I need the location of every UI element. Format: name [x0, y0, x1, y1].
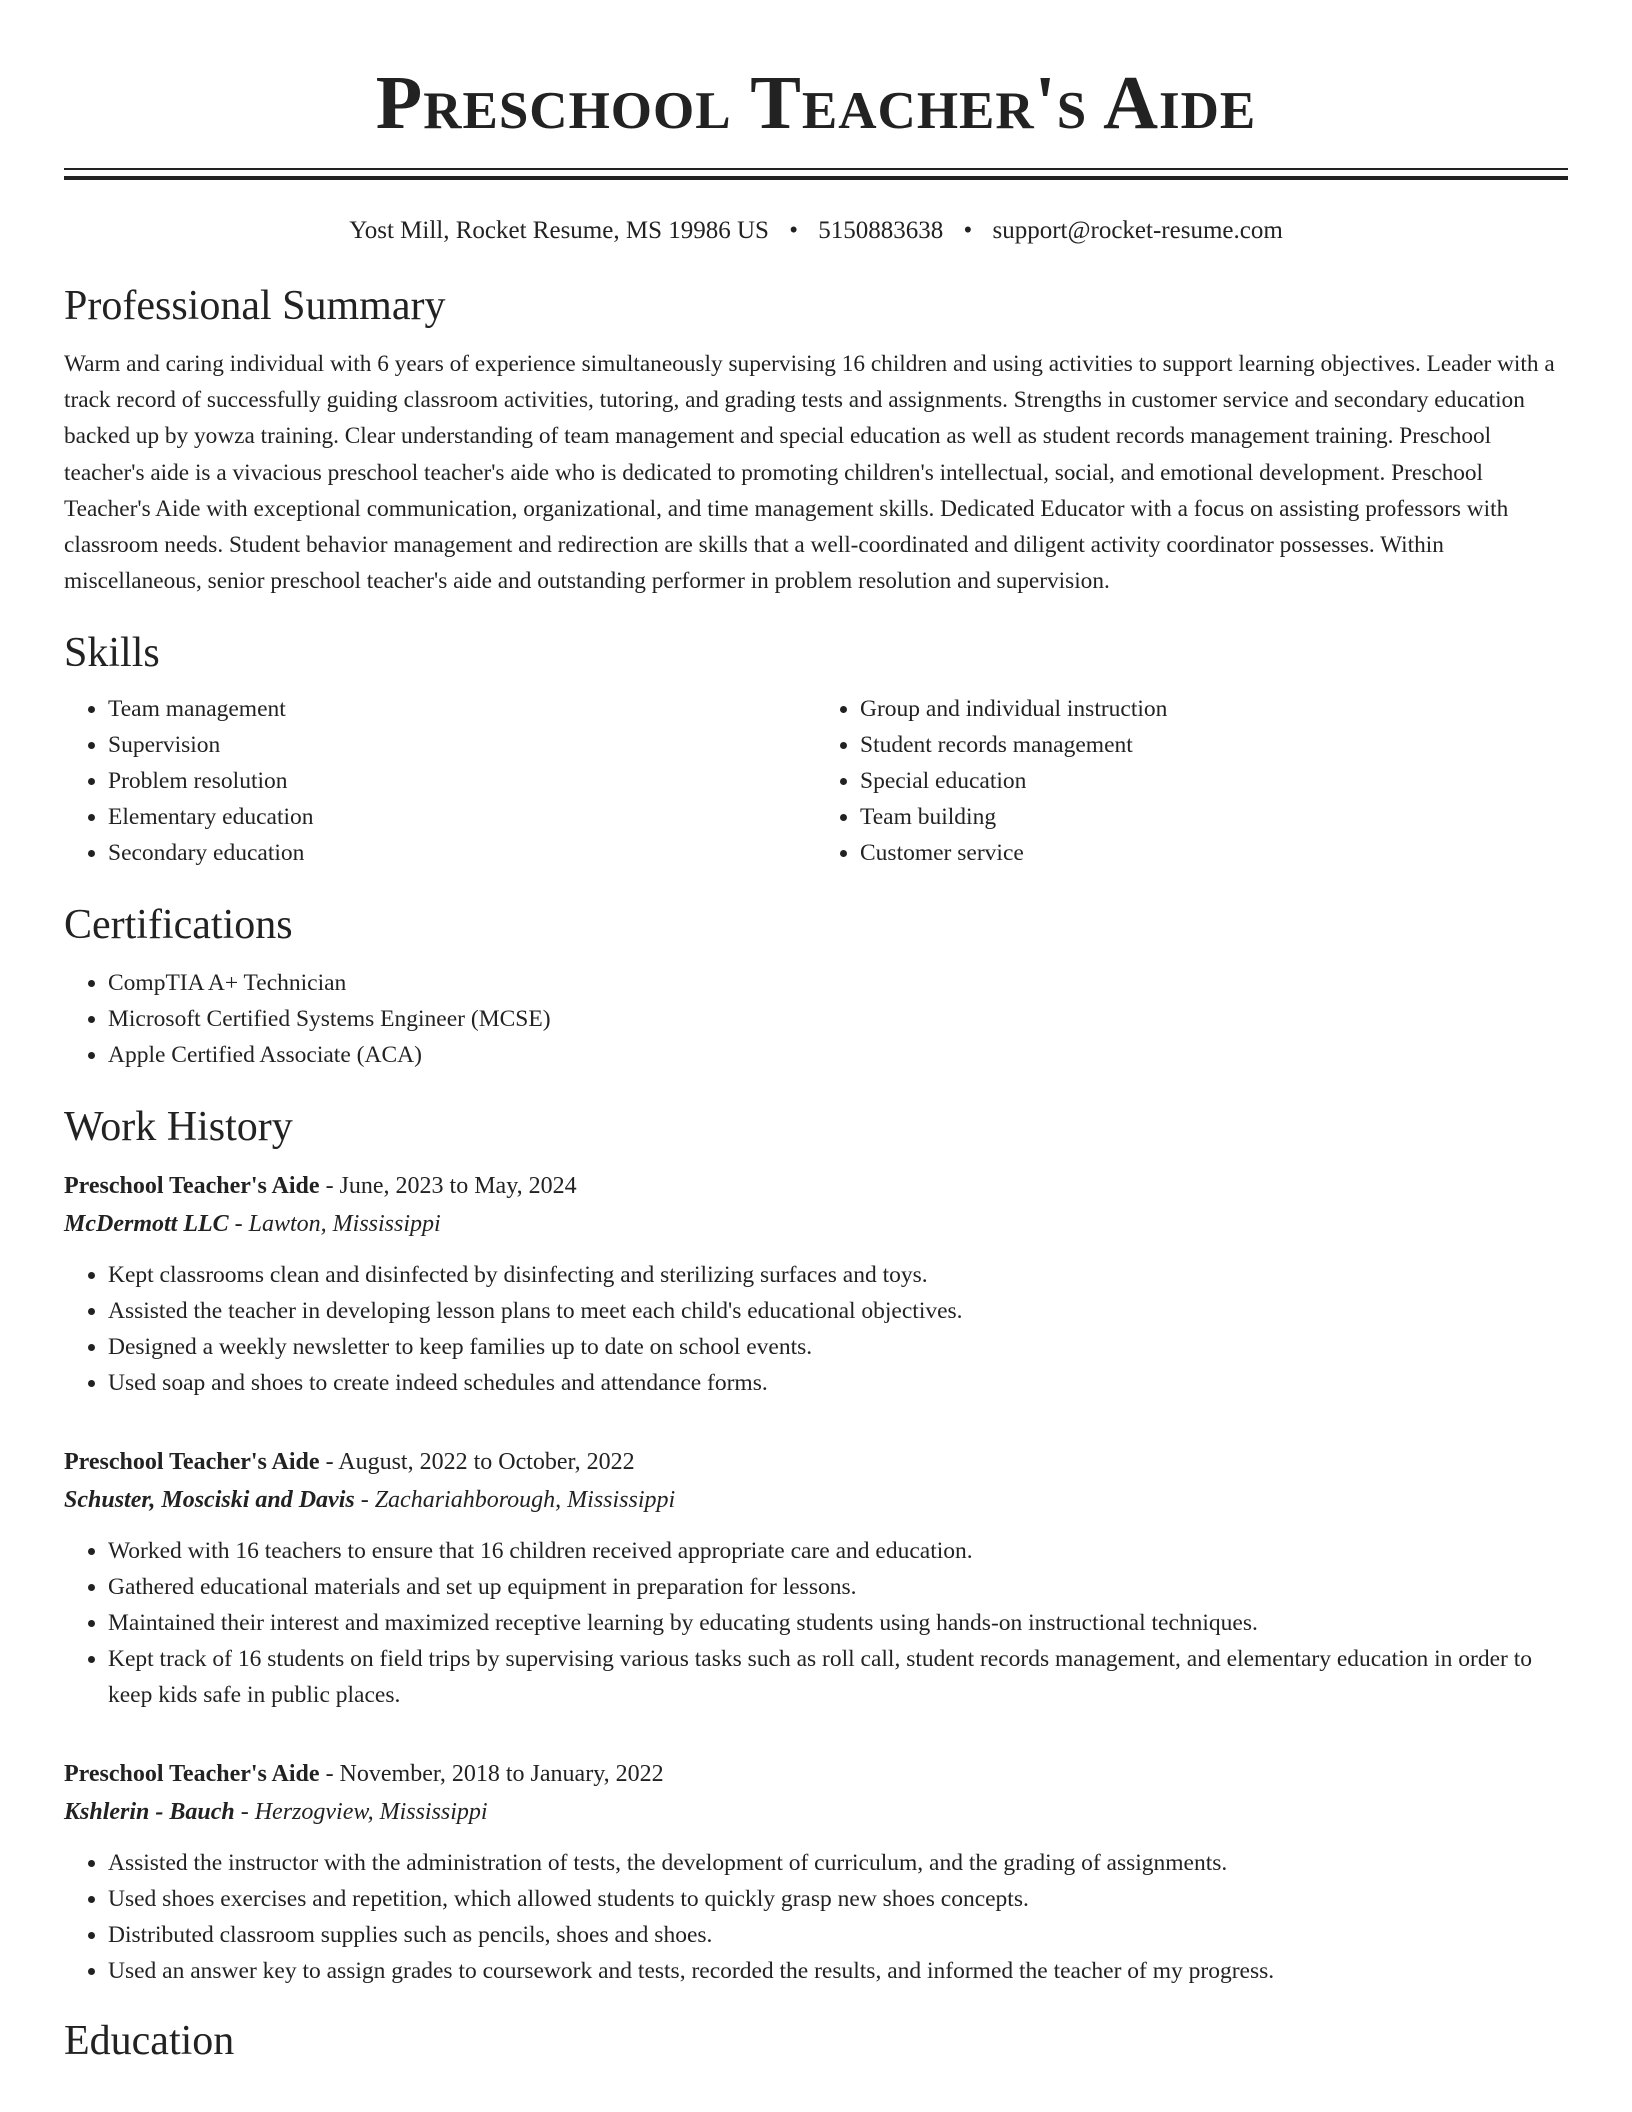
job-dates: - August, 2022 to October, 2022 — [319, 1449, 635, 1476]
section-title-summary: Professional Summary — [64, 283, 446, 329]
job-dates: - November, 2018 to January, 2022 — [319, 1761, 664, 1788]
certifications-list — [64, 965, 1568, 1073]
job-bullet: • Used soap and shoes to create indeed schedules and attendance forms. — [108, 1365, 1568, 1401]
contact-email: support@rocket-resume.com — [992, 217, 1283, 244]
job-bullet: • Used shoes exercises and repetition, which allowed students to quickly grasp new shoes concepts. — [108, 1881, 1568, 1917]
job-company: Schuster, Mosciski and Davis — [64, 1487, 355, 1514]
job-bullet: • Kept track of 16 students on field trips by supervising various tasks such as roll call, student records management, and elementary education in order to keep kids safe in public places. — [108, 1641, 1568, 1713]
job-bullet: • Assisted the instructor with the administration of tests, the development of curriculum, and the grading of assignments. — [108, 1845, 1568, 1881]
job-company-line — [64, 1205, 1568, 1243]
job-entry — [64, 1167, 1568, 1401]
skill-item: • Special education — [860, 763, 1568, 799]
job-role: Preschool Teacher's Aide — [64, 1449, 320, 1476]
job-company: McDermott LLC — [64, 1211, 229, 1238]
job-entry — [64, 1443, 1568, 1713]
skill-item: • Group and individual instruction — [860, 691, 1568, 727]
job-company: Kshlerin - Bauch — [64, 1799, 235, 1826]
job-role: Preschool Teacher's Aide — [64, 1173, 320, 1200]
summary-text: Warm and caring individual with 6 years of experience simultaneously supervising 16 children and using activities to support learning objectives. Leader with a track record of successfully guiding classroom activities, tutoring, and grading tests and assignments. Strengths in customer service and secondary education backed up by yowza training. Clear understanding of team management and special education as well as student records management training. Preschool teacher's aide is a vivacious preschool teacher's aide who is dedicated to promoting children's intellectual, social, and emotional development. Preschool Teacher's Aide with exceptional communication, organizational, and time management skills. Dedicated Educator with a focus on assisting professors with classroom needs. Student behavior management and redirection are skills that a well-coordinated and diligent activity coordinator possesses. Within miscellaneous, senior preschool teacher's aide and outstanding performer in problem resolution and supervision. — [64, 351, 1555, 595]
skill-item: • Problem resolution — [108, 763, 816, 799]
skills-columns — [64, 691, 1568, 871]
job-role: Preschool Teacher's Aide — [64, 1761, 320, 1788]
section-title-skills: Skills — [64, 630, 160, 677]
job-heading — [64, 1755, 1568, 1793]
skill-item: • Team management — [108, 691, 816, 727]
job-bullet: • Kept classrooms clean and disinfected by disinfecting and sterilizing surfaces and toys. — [108, 1257, 1568, 1293]
header-rule-thick — [64, 176, 1568, 180]
contact-address: Yost Mill, Rocket Resume, MS 19986 US — [349, 217, 769, 244]
section-title-education: Education — [64, 2018, 235, 2065]
contact-separator: • — [789, 217, 798, 244]
skill-item: • Customer service — [860, 835, 1568, 871]
job-heading — [64, 1167, 1568, 1205]
skill-item: • Secondary education — [108, 835, 816, 871]
job-entry — [64, 1755, 1568, 1989]
job-bullets — [64, 1533, 1568, 1713]
job-bullet: • Worked with 16 teachers to ensure that 16 children received appropriate care and education. — [108, 1533, 1568, 1569]
job-dates: - June, 2023 to May, 2024 — [319, 1173, 577, 1200]
job-company-line — [64, 1793, 1568, 1831]
job-location: - Zachariahborough, Mississippi — [354, 1487, 676, 1514]
skill-item: • Supervision — [108, 727, 816, 763]
skill-item: • Elementary education — [108, 799, 816, 835]
contact-line — [64, 214, 1568, 248]
skill-item: • Team building — [860, 799, 1568, 835]
job-bullet: • Distributed classroom supplies such as pencils, shoes and shoes. — [108, 1917, 1568, 1953]
contact-phone: 5150883638 — [818, 217, 944, 244]
section-title-certifications: Certifications — [64, 902, 293, 949]
certification-item: • CompTIA A+ Technician — [108, 965, 1568, 1001]
section-title-work-history: Work History — [64, 1104, 293, 1151]
job-bullets — [64, 1257, 1568, 1401]
certification-item: • Apple Certified Associate (ACA) — [108, 1037, 1568, 1073]
job-location: - Lawton, Mississippi — [228, 1211, 441, 1238]
resume-name: Preschool Teacher's Aide — [375, 61, 1257, 145]
skill-item: • Student records management — [860, 727, 1568, 763]
contact-separator: • — [963, 217, 973, 244]
job-location: - Herzogview, Mississippi — [234, 1799, 488, 1826]
job-heading — [64, 1443, 1568, 1481]
resume-page — [64, 0, 1568, 2067]
header-rule-thin — [64, 168, 1568, 170]
skills-list-right — [816, 691, 1568, 871]
skills-list-left — [64, 691, 816, 871]
certification-item: • Microsoft Certified Systems Engineer (MCSE) — [108, 1001, 1568, 1037]
job-bullet: • Gathered educational materials and set up equipment in preparation for lessons. — [108, 1569, 1568, 1605]
job-bullets — [64, 1845, 1568, 1989]
job-company-line — [64, 1481, 1568, 1519]
job-bullet: • Used an answer key to assign grades to coursework and tests, recorded the results, and informed the teacher of my progress. — [108, 1953, 1568, 1989]
job-bullet: • Maintained their interest and maximized receptive learning by educating students using hands-on instructional techniques. — [108, 1605, 1568, 1641]
job-bullet: • Assisted the teacher in developing lesson plans to meet each child's educational objectives. — [108, 1293, 1568, 1329]
job-bullet: • Designed a weekly newsletter to keep families up to date on school events. — [108, 1329, 1568, 1365]
